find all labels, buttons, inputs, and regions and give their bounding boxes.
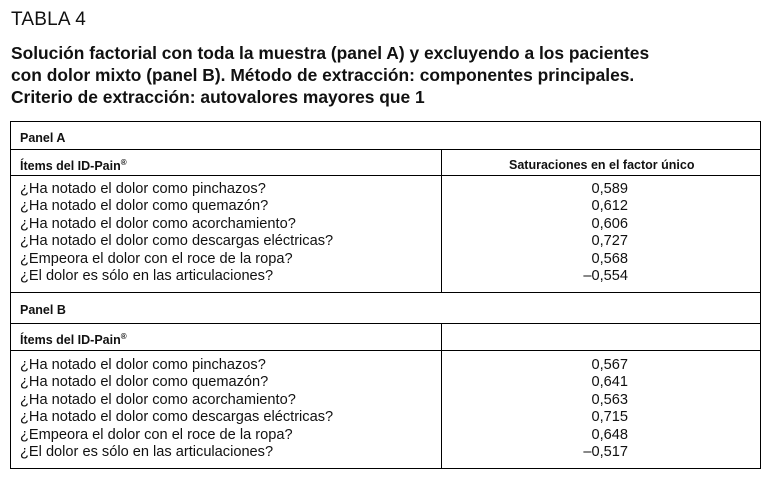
caption-line-1: Solución factorial con toda la muestra (panel A) y excluyendo a los pacientes [11, 43, 650, 63]
divider [11, 292, 760, 293]
saturation-value: 0,589 [591, 181, 628, 197]
item-text: ¿Ha notado el dolor como descargas eléctricas? [20, 233, 334, 250]
caption-line-2: con dolor mixto (panel B). Método de extracción: componentes principales. [11, 65, 635, 85]
table-row [20, 181, 760, 198]
panel-b-items-header-text: Ítems del ID-Pain [20, 333, 121, 348]
saturation-value: 0,606 [591, 215, 628, 232]
table-row [20, 233, 760, 250]
table-row [20, 392, 760, 409]
table-row [20, 444, 760, 461]
item-text: ¿Ha notado el dolor como pinchazos? [20, 181, 266, 197]
saturation-value: –0,517 [583, 443, 628, 460]
item-text: ¿El dolor es sólo en las articulaciones? [20, 443, 274, 460]
table-row [20, 251, 760, 268]
table-caption [11, 42, 751, 108]
divider [11, 350, 760, 351]
panel-b-title: Panel B [20, 303, 66, 317]
item-text: ¿Ha notado el dolor como acorchamiento? [20, 215, 296, 232]
caption-line-3: Criterio de extracción: autovalores mayores que 1 [11, 87, 425, 107]
saturation-value: 0,568 [591, 250, 628, 267]
panel-a-values-header: Saturaciones en el factor único [509, 158, 695, 172]
saturation-value: 0,648 [591, 426, 628, 443]
table-row [20, 374, 760, 391]
panel-b-items-header [20, 332, 127, 347]
panel-a-title: Panel A [20, 131, 66, 145]
panel-a-items-header-text: Ítems del ID-Pain [20, 159, 121, 174]
item-text: ¿Empeora el dolor con el roce de la ropa? [20, 426, 293, 443]
saturation-value: –0,554 [583, 267, 628, 284]
table-row [20, 427, 760, 444]
registered-mark: ® [120, 158, 127, 167]
divider [11, 149, 760, 150]
item-text: ¿Ha notado el dolor como pinchazos? [20, 357, 266, 373]
table-row [20, 216, 760, 233]
saturation-value: 0,727 [591, 233, 628, 250]
divider [11, 323, 760, 324]
saturation-value: 0,612 [591, 198, 628, 215]
registered-mark: ® [120, 332, 127, 341]
table-row [20, 198, 760, 215]
saturation-value: 0,715 [591, 409, 628, 426]
table-label: TABLA 4 [11, 9, 86, 30]
table-row [20, 268, 760, 285]
saturation-value: 0,563 [591, 391, 628, 408]
item-text: ¿Empeora el dolor con el roce de la ropa? [20, 250, 293, 267]
panel-a-items-header [20, 158, 127, 173]
panel-b-rows [20, 357, 760, 461]
panel-a-rows [20, 181, 760, 285]
item-text: ¿Ha notado el dolor como acorchamiento? [20, 391, 296, 408]
item-text: ¿Ha notado el dolor como quemazón? [20, 198, 269, 215]
results-table [10, 121, 761, 469]
table-row [20, 409, 760, 426]
item-text: ¿El dolor es sólo en las articulaciones? [20, 267, 274, 284]
table-row [20, 357, 760, 374]
divider [11, 175, 760, 176]
saturation-value: 0,567 [591, 357, 628, 373]
saturation-value: 0,641 [591, 374, 628, 391]
item-text: ¿Ha notado el dolor como quemazón? [20, 374, 269, 391]
item-text: ¿Ha notado el dolor como descargas eléctricas? [20, 409, 334, 426]
